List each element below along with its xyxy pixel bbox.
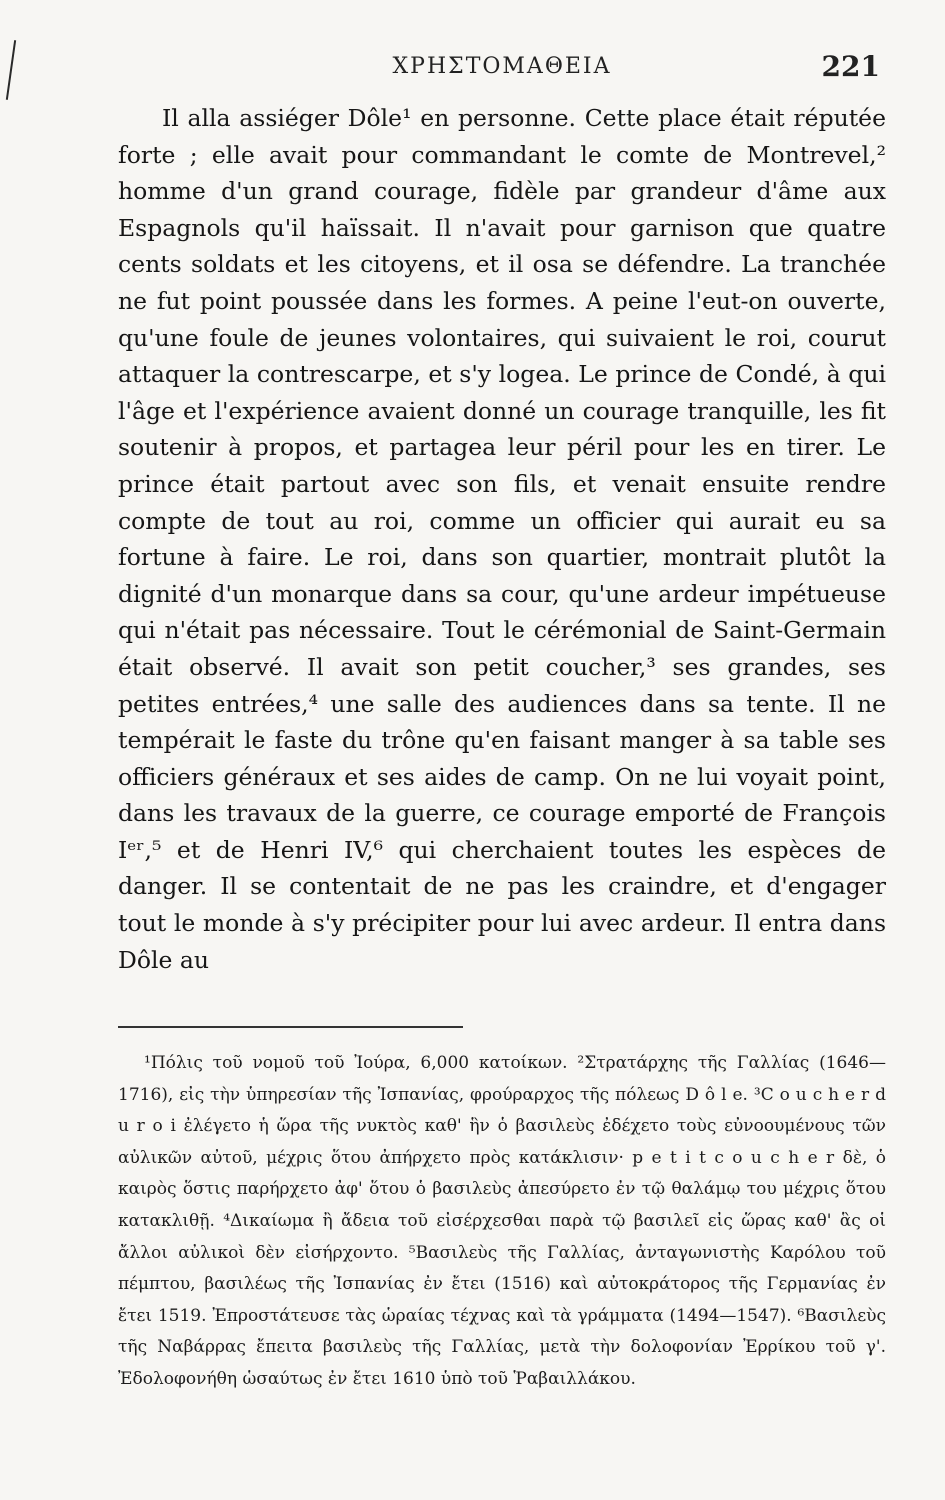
footnote-rule [118, 1026, 463, 1028]
main-text [118, 100, 886, 978]
footnotes [118, 1048, 886, 1396]
footnotes-text: ¹Πόλις τοῦ νομοῦ τοῦ Ἰούρα, 6,000 κατοίκων. ²Στρατάρχης τῆς Γαλλίας (1646—1716), εἰς τὴν ὑπηρεσίαν τῆς Ἰσπανίας, φρούραρχος τῆς πόλεως D ô l e. ³C o u c h e r d u r o i ἐλέγετο ἡ ὥρα τῆς νυκτὸς καθ' ἣν ὁ βασιλεὺς ἐδέχετο τοὺς εὐνοουμένους τῶν αὐλικῶν αὐτοῦ, μέχρις ὅτου ἀπήρχετο πρὸς κατάκλισιν· p e t i t c o u c h e r δὲ, ὁ καιρὸς ὅστις παρήρχετο ἀφ' ὅτου ὁ βασιλεὺς ἀπεσύρετο ἐν τῷ θαλάμῳ του μέχρις ὅτου κατακλιθῇ. ⁴Δικαίωμα ἢ ἄδεια τοῦ εἰσέρχεσθαι παρὰ τῷ βασιλεῖ εἰς ὥρας καθ' ἃς οἱ ἄλλοι αὐλικοὶ δὲν εἰσήρχοντο. ⁵Βασιλεὺς τῆς Γαλλίας, ἀνταγωνιστὴς Καρόλου τοῦ πέμπτου, βασιλέως τῆς Ἰσπανίας ἐν ἔτει (1516) καὶ αὐτοκράτορος τῆς Γερμανίας ἐν ἔτει 1519. Ἐπροστάτευσε τὰς ὡραίας τέχνας καὶ τὰ γράμματα (1494—1547). ⁶Βασιλεὺς τῆς Ναβάρρας ἔπειτα βασιλεὺς τῆς Γαλλίας, μετὰ τὴν δολοφονίαν Ἐρρίκου τοῦ γ'. Ἐδολοφονήθη ὡσαύτως ἐν ἔτει 1610 ὑπὸ τοῦ Ῥαβαιλλάκου. [118, 1053, 886, 1389]
page-number: 221 [821, 50, 880, 83]
running-title: ΧΡΗΣΤΟΜΑΘΕΙΑ [392, 54, 612, 79]
body-paragraph: Il alla assiéger Dôle¹ en personne. Cette place était réputée forte ; elle avait pour commandant le comte de Montrevel,² homme d'un grand courage, fidèle par grandeur d'âme aux Espagnols qu'il haïssait. Il n'avait pour garnison que quatre cents soldats et les citoyens, et il osa se défendre. La tranchée ne fut point poussée dans les formes. A peine l'eut-on ouverte, qu'une foule de jeunes volontaires, qui suivaient le roi, courut attaquer la contrescarpe, et s'y logea. Le prince de Condé, à qui l'âge et l'expérience avaient donné un courage tranquille, les fit soutenir à propos, et partagea leur péril pour les en tirer. Le prince était partout avec son fils, et venait ensuite rendre compte de tout au roi, comme un officier qui aurait eu sa fortune à faire. Le roi, dans son quartier, montrait plutôt la dignité d'un monarque dans sa cour, qu'une ardeur impétueuse qui n'était pas nécessaire. Tout le cérémonial de Saint-Germain était observé. Il avait son petit coucher,³ ses grandes, ses petites entrées,⁴ une salle des audiences dans sa tente. Il ne tempérait le faste du trône qu'en faisant manger à sa table ses officiers généraux et ses aides de camp. On ne lui voyait point, dans les travaux de la guerre, ce courage emporté de François Iᵉʳ,⁵ et de Henri IV,⁶ qui cherchaient toutes les espèces de danger. Il se contentait de ne pas les craindre, et d'engager tout le monde à s'y précipiter pour lui avec ardeur. Il entra dans Dôle au [118, 104, 886, 974]
page-edge-mark [6, 40, 16, 100]
page-header [118, 50, 886, 90]
